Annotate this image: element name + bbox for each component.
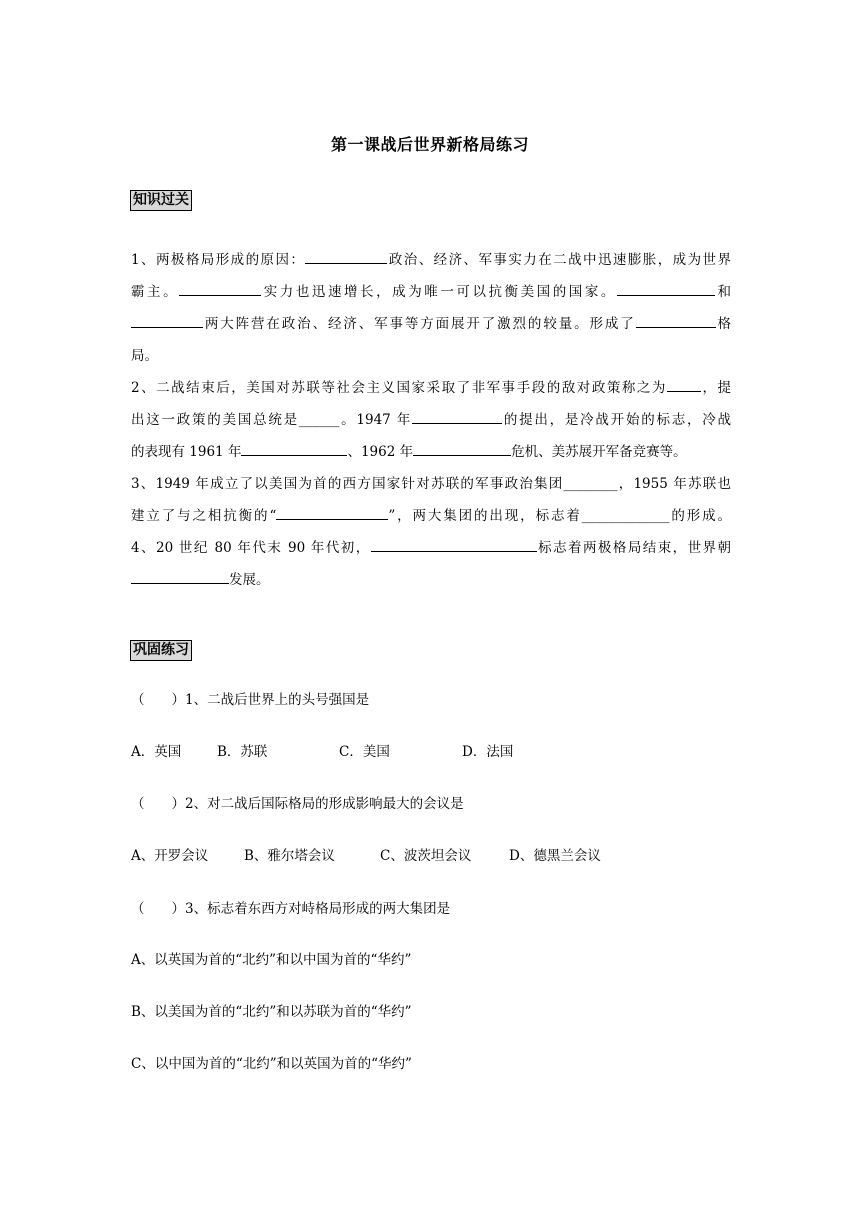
text: 政治、经济、军事实力在二战中迅速膨胀，成为世界 [387,252,731,268]
fill-blank: _____________ [581,508,670,524]
fill-blank [413,439,511,456]
option-d: D．法国 [462,744,514,760]
fill-blank [131,567,229,584]
knowledge-line [131,244,731,276]
section-label-practice: 巩固练习 [130,640,192,661]
fill-blank [241,439,347,456]
text: ”，两大集团的出现，标志着 [388,508,582,524]
knowledge-line [131,500,731,532]
text: 建立了与之相抗衡的“ [131,508,277,524]
text: 1、两极格局形成的原因： [131,252,306,268]
text: ，1955 年苏联也 [617,476,731,492]
knowledge-line [131,372,731,404]
fill-blank: ________ [563,476,618,492]
text: 4、20 世纪 80 年代末 90 年代初， [131,540,371,556]
text: 格 [715,316,732,332]
text: 和 [714,284,732,300]
fill-blank [617,279,715,296]
page-title: 第一课战后世界新格局练习 [330,135,529,154]
knowledge-line [131,436,731,468]
text: 的形成。 [669,508,731,524]
text: 两大阵营在政治、经济、军事等方面展开了激烈的较量。形成了 [203,316,636,332]
text: 实力也迅速增长，成为唯一可以抗衡美国的国家。 [261,284,617,300]
question-stem-3: （ ）3、标志着东西方对峙格局形成的两大集团是 [131,901,451,917]
knowledge-line [131,340,731,372]
option-a: A、开罗会议 [131,848,209,864]
section-label-knowledge: 知识过关 [130,190,192,211]
option-a: A．英国 [131,744,182,760]
question-stem-1: （ ）1、二战后世界上的头号强国是 [131,692,370,708]
text: 局。 [131,348,158,364]
option-c: C．美国 [339,744,390,760]
fill-blank [636,311,716,328]
fill-blank [305,247,387,264]
text: 标志着两极格局结束，世界朝 [536,540,731,556]
option-d: D、德黑兰会议 [509,848,601,864]
text: 。1947 年 [339,412,413,428]
fill-blank [179,279,261,296]
text: 危机、美苏展开军备竞赛等。 [511,444,687,460]
knowledge-line [131,532,731,564]
text: 、1962 年 [347,444,414,460]
question-options-1 [131,743,513,761]
fill-blank [667,375,701,392]
text: 的提出，是冷战开始的标志，冷战 [502,412,732,428]
fill-blank [276,503,388,520]
option-b: B、以美国为首的“北约”和以苏联为首的“华约” [131,1004,412,1020]
option-c: C、波茨坦会议 [380,848,472,864]
text: 的表现有 1961 年 [131,444,242,460]
question-stem-2: （ ）2、对二战后国际格局的形成影响最大的会议是 [131,796,464,812]
knowledge-line [131,564,731,596]
fill-blank [412,407,502,424]
fill-blank [131,311,203,328]
text: 霸主。 [131,284,180,300]
knowledge-line [131,276,731,308]
fill-blank [371,535,537,552]
text: 发展。 [229,572,270,588]
text: 出这一政策的美国总统是 [131,412,299,428]
knowledge-line [131,404,731,436]
option-a: A、以英国为首的“北约”和以中国为首的“华约” [131,952,412,968]
question-options-2 [131,847,601,865]
fill-blank: ______ [298,412,340,428]
option-c: C、以中国为首的“北约”和以英国为首的“华约” [131,1056,412,1072]
knowledge-line [131,468,731,500]
text: 2、二战结束后，美国对苏联等社会主义国家采取了非军事手段的敌对政策称之为 [131,380,667,396]
text: ，提 [700,380,732,396]
option-b: B、雅尔塔会议 [244,848,335,864]
knowledge-questions [131,244,731,596]
text: 3、1949 年成立了以美国为首的西方国家针对苏联的军事政治集团 [131,476,564,492]
option-b: B．苏联 [217,744,268,760]
knowledge-line [131,308,731,340]
